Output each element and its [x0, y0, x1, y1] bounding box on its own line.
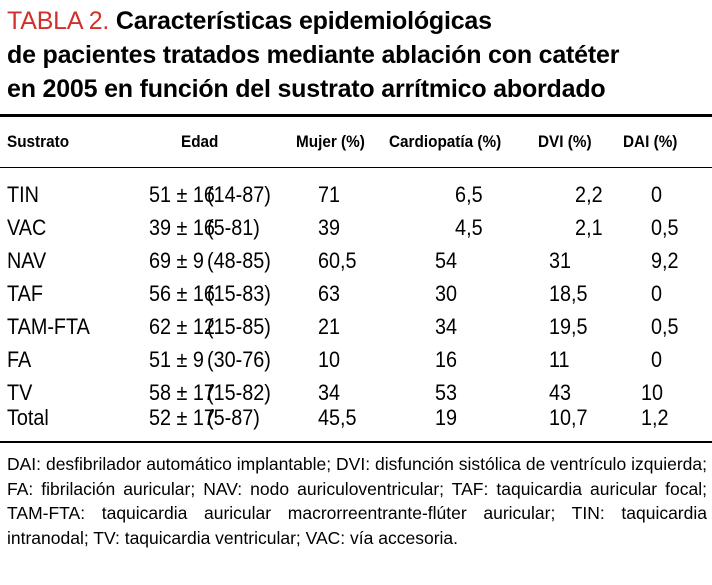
cell-edad-mean: 56 ± 16	[149, 281, 215, 306]
table-row	[0, 343, 712, 376]
cell-edad-range: (48-85)	[207, 248, 271, 273]
cell-mujer: 39	[318, 215, 341, 240]
cell-dai: 0	[651, 281, 663, 306]
cell-dvi: 11	[549, 347, 570, 372]
cell-edad-range: (15-82)	[207, 380, 271, 405]
cell-edad-mean: 39 ± 16	[149, 215, 215, 240]
cell-dvi: 2,2	[575, 182, 603, 207]
cell-dvi: 10,7	[549, 405, 588, 430]
header-dai: DAI (%)	[623, 132, 678, 151]
cell-mujer: 21	[318, 314, 341, 339]
cell-edad-mean: 69 ± 9	[149, 248, 204, 273]
cell-dvi: 43	[549, 380, 572, 405]
table-row	[0, 244, 712, 277]
header-cardiopatia: Cardiopatía (%)	[389, 132, 502, 151]
table-label: TABLA 2.	[7, 7, 110, 35]
cell-edad-range: (5-81)	[207, 215, 260, 240]
cell-sustrato: Total	[7, 405, 49, 430]
cell-mujer: 10	[318, 347, 341, 372]
cell-cardiopatia: 54	[435, 248, 458, 273]
cell-edad-mean: 51 ± 9	[149, 347, 204, 372]
header-edad: Edad	[181, 132, 219, 151]
cell-dai: 10	[641, 380, 664, 405]
cell-mujer: 63	[318, 281, 341, 306]
cell-cardiopatia: 53	[435, 380, 458, 405]
table-title	[7, 4, 707, 106]
cell-sustrato: TIN	[7, 182, 39, 207]
title-line-2: de pacientes tratados mediante ablación con catéter	[7, 41, 620, 69]
header-dvi: DVI (%)	[538, 132, 592, 151]
cell-mujer: 71	[318, 182, 341, 207]
title-line-3: en 2005 en función del sustrato arrítmico abordado	[7, 75, 606, 103]
cell-mujer: 34	[318, 380, 341, 405]
cell-dvi: 18,5	[549, 281, 588, 306]
cell-mujer: 60,5	[318, 248, 357, 273]
cell-edad-range: (30-76)	[207, 347, 271, 372]
table-row	[0, 401, 712, 434]
table-row	[0, 211, 712, 244]
cell-edad-mean: 51 ± 16	[149, 182, 215, 207]
cell-dai: 1,2	[641, 405, 669, 430]
cell-dvi: 31	[549, 248, 572, 273]
cell-cardiopatia: 34	[435, 314, 458, 339]
top-rule	[0, 114, 712, 117]
table-footnote: DAI: desfibrilador automático implantable; DVI: disfunción sistólica de ventrículo izquierda; FA: fibrilación auricular; NAV: nodo auriculoventricular; TAF: taquicardia auricular focal; TAM-FTA: taquicardia auricular macrorreentrante-flúter auricular; TIN: taquicardia intranodal; TV: taquicardia ventricular; VAC: vía accesoria.	[7, 454, 707, 548]
cell-edad-mean: 52 ± 17	[149, 405, 215, 430]
cell-cardiopatia: 6,5	[455, 182, 483, 207]
cell-sustrato: VAC	[7, 215, 47, 240]
cell-edad-range: (15-83)	[207, 281, 271, 306]
header-rule	[0, 167, 712, 168]
cell-edad-range: (15-85)	[207, 314, 271, 339]
cell-edad-mean: 58 ± 17	[149, 380, 215, 405]
table-row	[0, 310, 712, 343]
title-line-1: Características epidemiológicas	[115, 7, 492, 35]
header-sustrato: Sustrato	[7, 132, 70, 151]
cell-dvi: 19,5	[549, 314, 588, 339]
table-row	[0, 178, 712, 211]
bottom-rule	[0, 441, 712, 443]
cell-dai: 0	[651, 182, 663, 207]
cell-edad-range: (14-87)	[207, 182, 271, 207]
cell-sustrato: FA	[7, 347, 32, 372]
cell-dai: 9,2	[651, 248, 679, 273]
cell-dai: 0	[651, 347, 663, 372]
cell-mujer: 45,5	[318, 405, 357, 430]
header-mujer: Mujer (%)	[296, 132, 365, 151]
cell-edad-mean: 62 ± 12	[149, 314, 215, 339]
cell-sustrato: TAM-FTA	[7, 314, 90, 339]
table-row	[0, 277, 712, 310]
cell-dai: 0,5	[651, 314, 679, 339]
cell-sustrato: NAV	[7, 248, 47, 273]
cell-cardiopatia: 19	[435, 405, 458, 430]
cell-sustrato: TV	[7, 380, 33, 405]
cell-cardiopatia: 30	[435, 281, 458, 306]
cell-cardiopatia: 4,5	[455, 215, 483, 240]
cell-dai: 0,5	[651, 215, 679, 240]
cell-dvi: 2,1	[575, 215, 603, 240]
cell-cardiopatia: 16	[435, 347, 458, 372]
cell-sustrato: TAF	[7, 281, 43, 306]
cell-edad-range: (5-87)	[207, 405, 260, 430]
